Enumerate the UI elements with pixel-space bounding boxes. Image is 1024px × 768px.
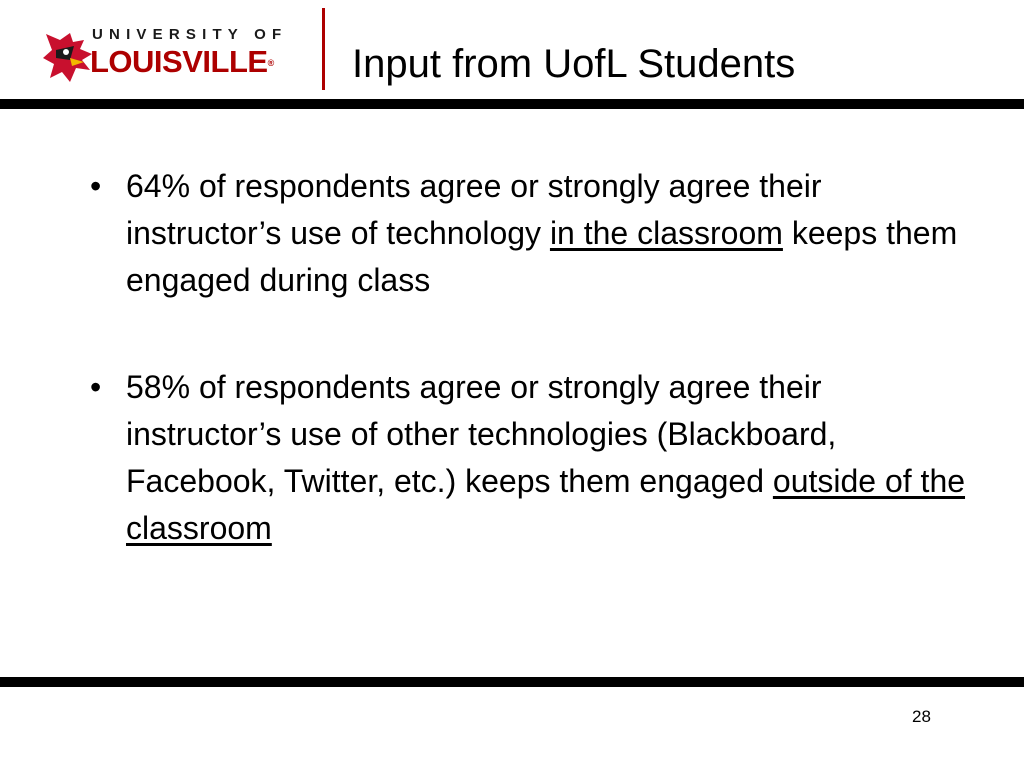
underlined-phrase: in the classroom	[549, 215, 783, 251]
bottom-rule	[0, 677, 1024, 687]
bullet-item-tech-outside-classroom	[90, 364, 970, 552]
top-rule	[0, 99, 1024, 109]
logo-university-of: UNIVERSITY OF	[92, 26, 288, 43]
bullet-marker: •	[90, 369, 102, 405]
bullet-text: 58% of respondents agree or strongly agree their instructor’s use of other technologies (Blackboard, Facebook, Twitter, etc.) keeps them engaged	[126, 369, 837, 499]
university-logo	[36, 22, 304, 92]
underlined-phrase: outside of the classroom	[126, 463, 966, 546]
bullet-list	[90, 163, 970, 612]
slide-title: Input from UofL Students	[352, 42, 796, 86]
cardinal-icon	[40, 30, 96, 86]
bullet-item-tech-in-classroom	[90, 163, 970, 304]
bullet-marker: •	[90, 168, 102, 204]
registered-mark: ®	[267, 58, 274, 68]
bullet-text: 64% of respondents agree or strongly agree their instructor’s use of technology	[126, 168, 822, 251]
logo-louisville-text: LOUISVILLE	[90, 44, 268, 79]
bullet-text-end: keeps them engaged during class	[126, 215, 958, 298]
logo-louisville	[90, 44, 274, 80]
slide-number: 28	[912, 707, 931, 726]
header-divider	[322, 8, 325, 90]
